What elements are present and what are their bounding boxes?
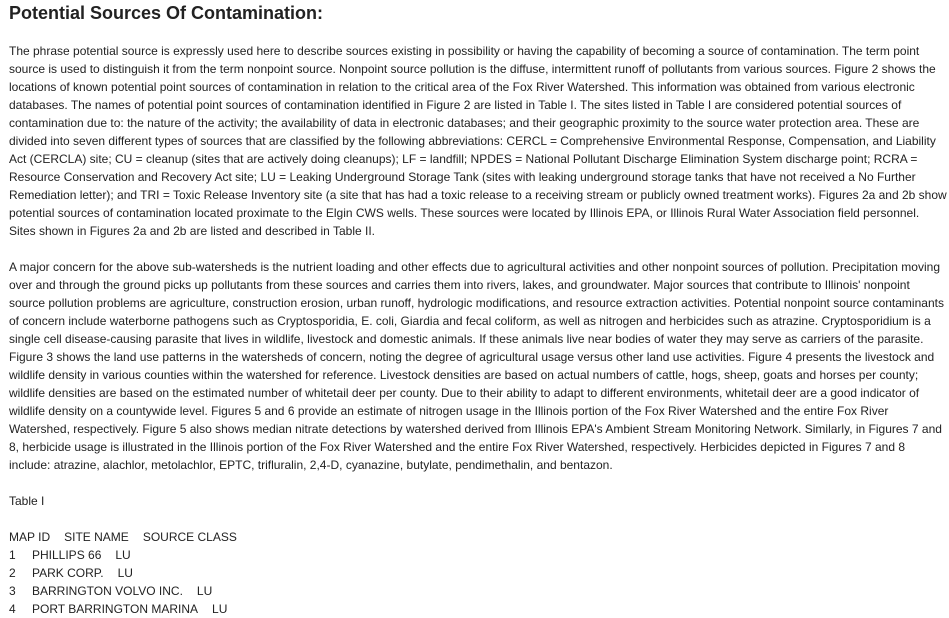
table-row <box>9 600 949 618</box>
row-map-id: 4 <box>9 602 16 616</box>
row-map-id: 1 <box>9 548 16 562</box>
paragraph-point-sources: The phrase potential source is expressly used here to describe sources existing in possibility or having the capability of becoming a source of contamination. The term point source is used to distinguish it from the term nonpoint source. Nonpoint source pollution is the diffuse, intermittent runoff of pollutants from various sources. Figure 2 shows the locations of known potential point sources of contamination in relation to the critical area of the Fox River Watershed. This information was obtained from various electronic databases. The names of potential point sources of contamination identified in Figure 2 are listed in Table I. The sites listed in Table I are considered potential sources of contamination due to: the nature of the activity; the availability of data in electronic databases; and their geographic proximity to the source water protection area. These are divided into seven different types of sources that are classified by the following abbreviations: CERCL = Comprehensive Environmental Response, Compensation, and Liability Act (CERCLA) site; CU = cleanup (sites that are actively doing cleanups); LF = landfill; NPDES = National Pollutant Discharge Elimination System discharge point; RCRA = Resource Conservation and Recovery Act site; LU = Leaking Underground Storage Tank (sites with leaking underground storage tanks that have not received a No Further Remediation letter); and TRI = Toxic Release Inventory site (a site that has had a toxic release to a receiving stream or publicly owned treatment works). Figures 2a and 2b show potential sources of contamination located proximate to the Elgin CWS wells. These sources were located by Illinois EPA, or Illinois Rural Water Association field personnel. Sites shown in Figures 2a and 2b are listed and described in Table II. <box>9 44 947 238</box>
row-site-name: PHILLIPS 66 <box>32 548 102 562</box>
header-source-class: SOURCE CLASS <box>142 530 237 544</box>
header-site-name: SITE NAME <box>64 530 129 544</box>
sources-table <box>9 528 949 618</box>
row-map-id: 3 <box>9 584 16 598</box>
row-source-class: LU <box>115 548 131 562</box>
row-source-class: LU <box>117 566 133 580</box>
page-title: Potential Sources Of Contamination: <box>9 3 324 23</box>
paragraph-nonpoint-sources: A major concern for the above sub-watersheds is the nutrient loading and other effects due to agricultural activities and other nonpoint sources of pollution. Precipitation moving over and through the ground picks up pollutants from these sources and carries them into rivers, lakes, and groundwater. Major sources that contribute to Illinois' nonpoint source pollution problems are agriculture, construction erosion, urban runoff, hydrologic modifications, and resource extraction activities. Potential nonpoint source contaminants of concern include waterborne pathogens such as Cryptosporidia, E. coli, Giardia and fecal coliform, as well as nitrogen and herbicides such as atrazine. Cryptosporidium is a single cell disease-causing parasite that lives in wildlife, livestock and domestic animals. If these animals live near bodies of water they may serve as carriers of the parasite. Figure 3 shows the land use patterns in the watersheds of concern, noting the degree of agricultural usage versus other land use activities. Figure 4 presents the livestock and wildlife density in various counties within the watershed for reference. Livestock densities are based on actual numbers of cattle, hogs, sheep, goats and horses per county; wildlife densities are based on the estimated number of whitetail deer per county. Due to their ability to adapt to different environments, whitetail deer are a good indicator of wildlife density on a countywide level. Figures 5 and 6 provide an estimate of nitrogen usage in the Illinois portion of the Fox River Watershed and the entire Fox River Watershed, respectively. Figure 5 also shows median nitrate detections by watershed derived from Illinois EPA's Ambient Stream Monitoring Network. Similarly, in Figures 7 and 8, herbicide usage is illustrated in the Illinois portion of the Fox River Watershed and the entire Fox River Watershed, respectively. Herbicides depicted in Figures 7 and 8 include: atrazine, alachlor, metolachlor, EPTC, trifluralin, 2,4-D, cyanazine, butylate, pendimethalin, and bentazon. <box>9 260 944 472</box>
row-site-name: BARRINGTON VOLVO INC. <box>32 584 183 598</box>
table-row <box>9 564 949 582</box>
row-site-name: PORT BARRINGTON MARINA <box>32 602 199 616</box>
table-header-row <box>9 528 949 546</box>
row-site-name: PARK CORP. <box>32 566 104 580</box>
row-source-class: LU <box>212 602 228 616</box>
row-map-id: 2 <box>9 566 16 580</box>
row-source-class: LU <box>196 584 213 598</box>
header-map-id: MAP ID <box>9 530 51 544</box>
table-row <box>9 546 949 564</box>
table-row <box>9 582 949 600</box>
table-title: Table I <box>9 494 45 508</box>
